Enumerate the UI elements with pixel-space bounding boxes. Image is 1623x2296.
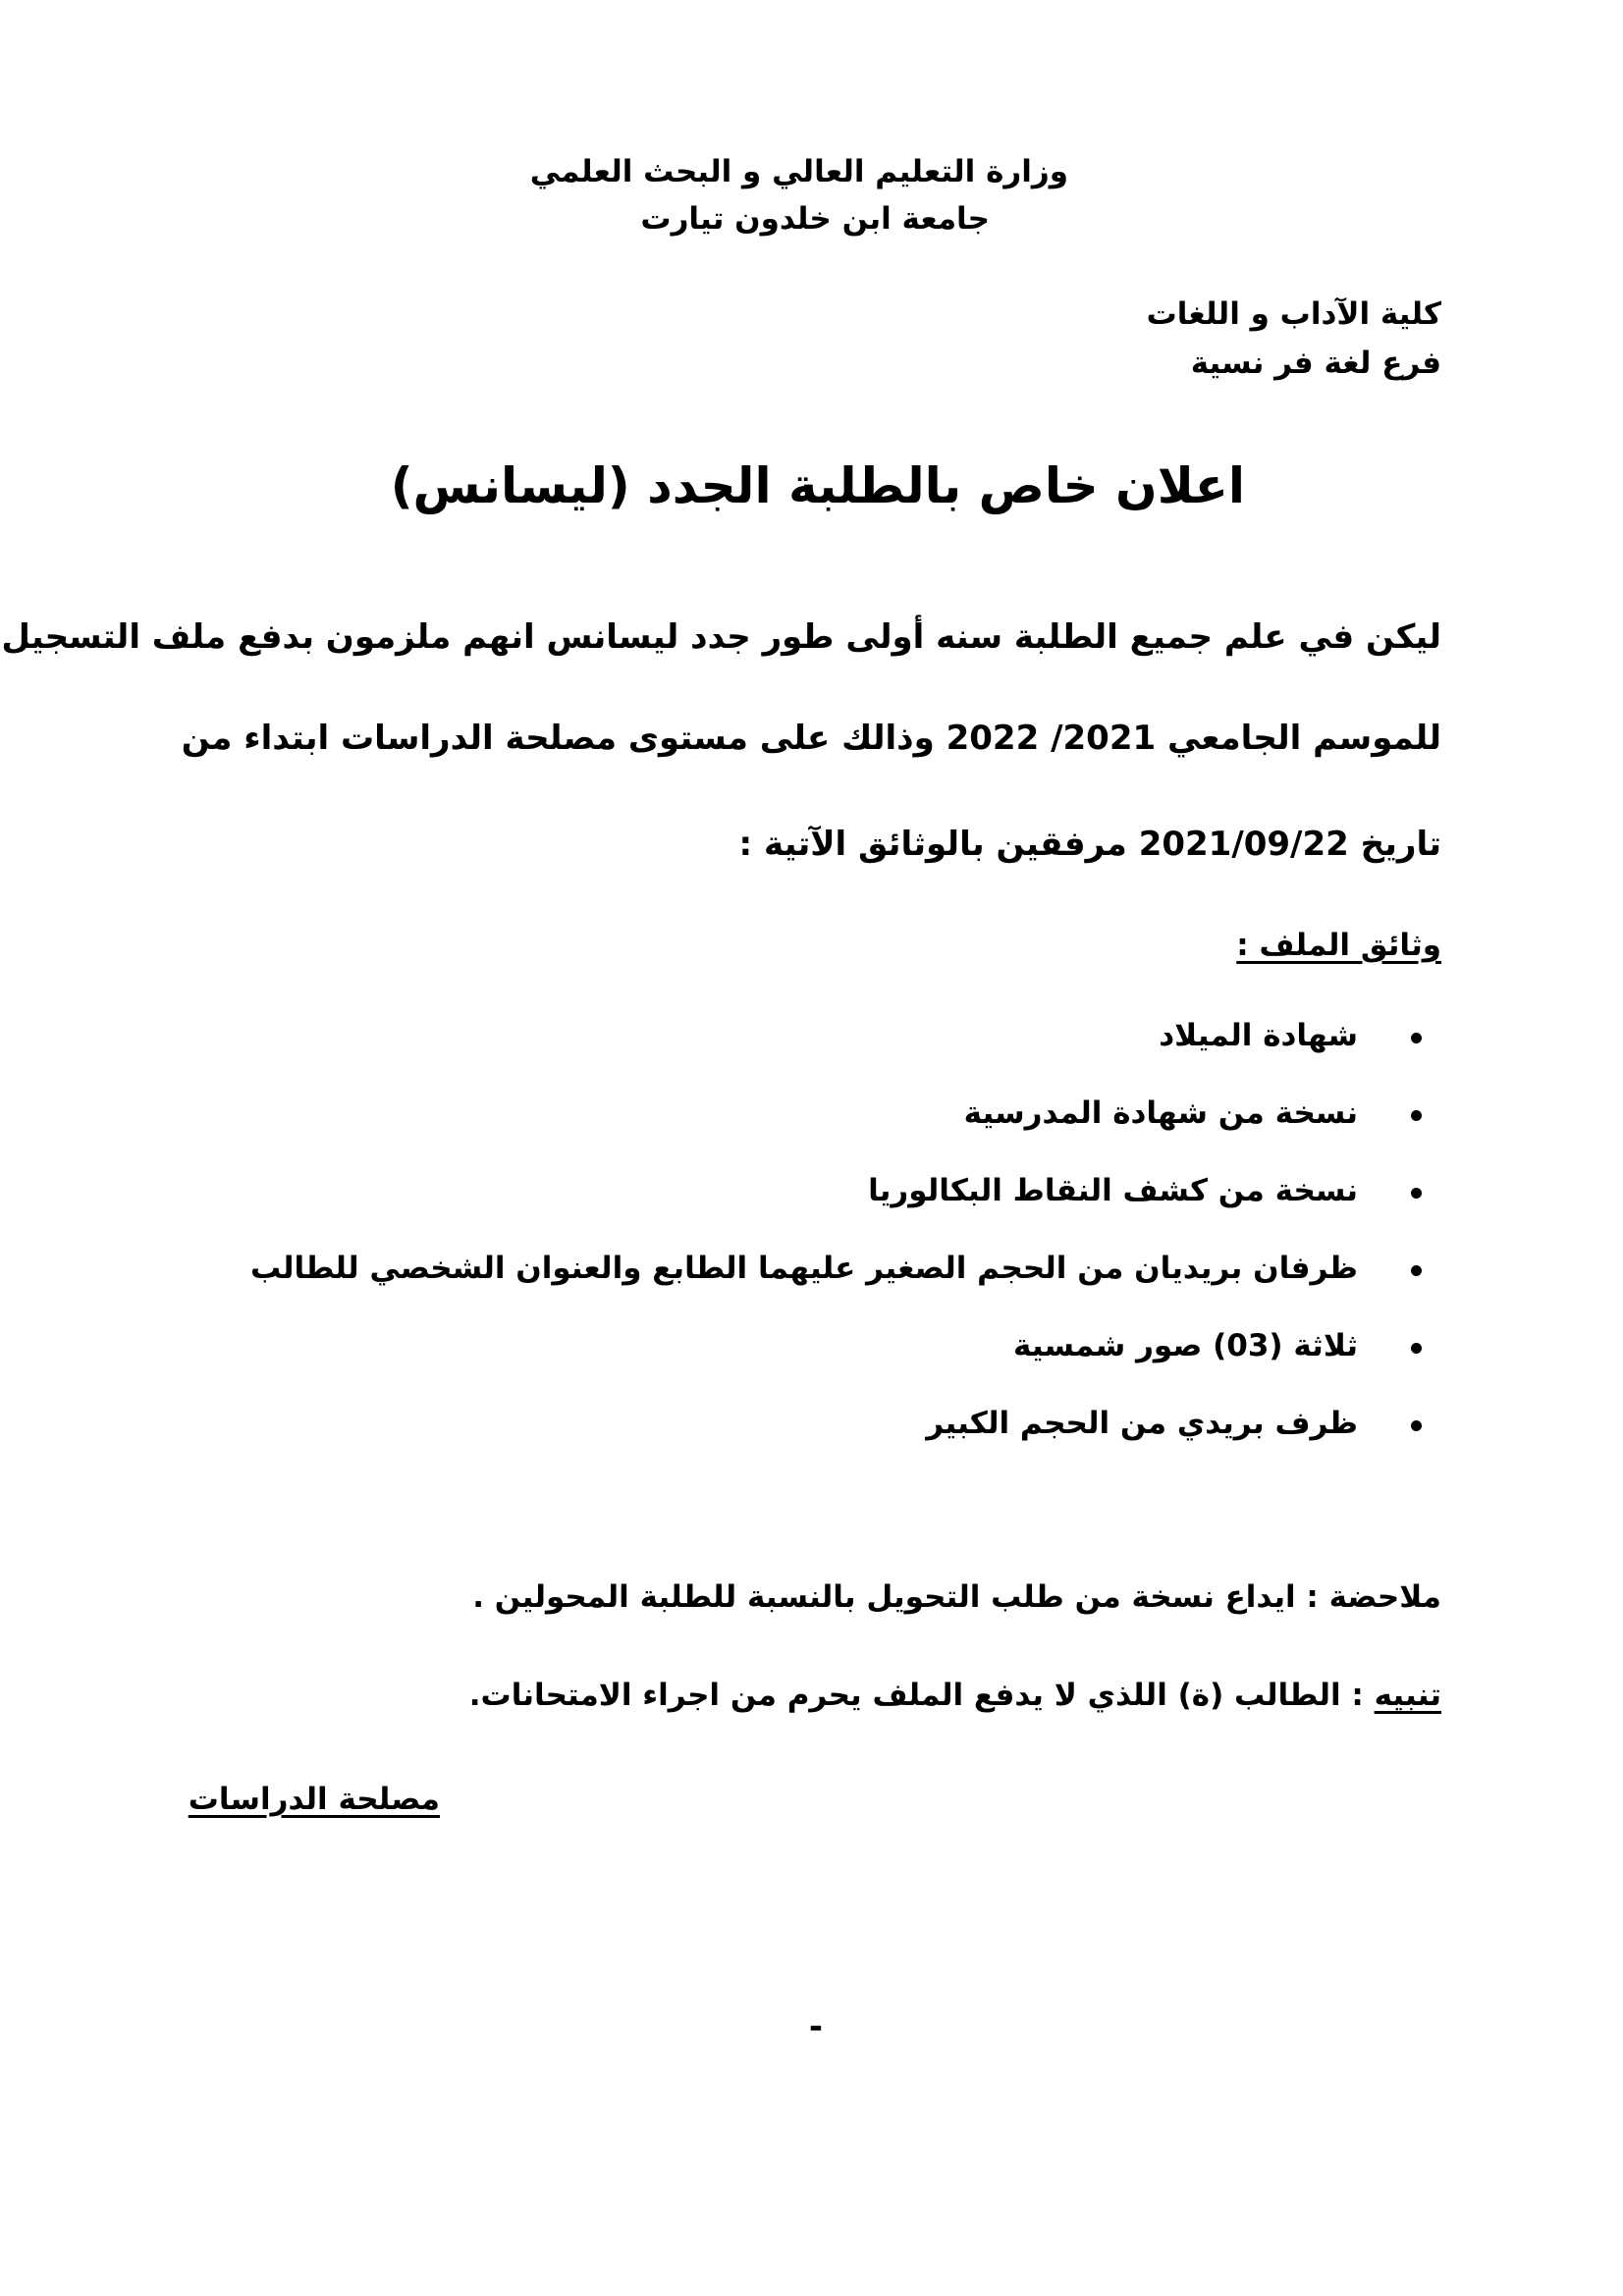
- page-mark: -: [808, 2007, 823, 2047]
- document-item-label: ثلاثة (03) صور شمسية: [1013, 1328, 1358, 1363]
- note-text: ملاحضة : ايداع نسخة من طلب التحويل بالنسبة للطلبة المحولين .: [472, 1579, 1441, 1615]
- university-name: جامعة ابن خلدون تيارت: [640, 201, 990, 237]
- bullet-icon: [1411, 1343, 1422, 1354]
- branch-name: فرع لغة فر نسية: [1190, 346, 1441, 381]
- document-item-label: ظرفان بريديان من الحجم الصغير عليهما الطابع والعنوان الشخصي للطالب: [250, 1251, 1358, 1286]
- list-item: [250, 1251, 1358, 1331]
- announcement-paragraph-line-2: للموسم الجامعي 2021/ 2022 وذالك على مستوى مصلحة الدراسات ابتداء من: [181, 719, 1441, 758]
- document-item-label: نسخة من كشف النقاط البكالوريا: [868, 1173, 1358, 1208]
- list-item: [250, 1406, 1358, 1486]
- documents-list: [250, 1018, 1358, 1486]
- document-item-label: نسخة من شهادة المدرسية: [963, 1095, 1358, 1131]
- document-item-label: شهادة الميلاد: [1159, 1018, 1358, 1053]
- bullet-icon: [1411, 1265, 1422, 1276]
- list-item: [250, 1173, 1358, 1254]
- signature: مصلحة الدراسات: [188, 1782, 440, 1817]
- ministry-name: وزارة التعليم العالي و البحث العلمي: [529, 154, 1068, 189]
- announcement-paragraph-line-1: ليكن في علم جميع الطلبة سنه أولى طور جدد ليسانس انهم ملزمون بدفع ملف التسجيل: [1, 617, 1441, 657]
- bullet-icon: [1411, 1188, 1422, 1199]
- list-item: [250, 1018, 1358, 1098]
- bullet-icon: [1411, 1110, 1422, 1121]
- list-item: [250, 1095, 1358, 1176]
- announcement-title: اعلان خاص بالطلبة الجدد (ليسانس): [390, 457, 1245, 514]
- warning-label: تنبيه: [1374, 1678, 1441, 1713]
- list-item: [250, 1328, 1358, 1409]
- bullet-icon: [1411, 1033, 1422, 1043]
- documents-heading: وثائق الملف :: [1236, 928, 1441, 963]
- faculty-name: كلية الآداب و اللغات: [1146, 296, 1441, 332]
- bullet-icon: [1411, 1420, 1422, 1431]
- warning-text: [468, 1678, 1441, 1713]
- announcement-paragraph-line-3: تاريخ 2021/09/22 مرفقين بالوثائق الآتية :: [738, 825, 1441, 864]
- document-item-label: ظرف بريدي من الحجم الكبير: [926, 1406, 1358, 1441]
- warning-body: : الطالب (ة) اللذي لا يدفع الملف يحرم من اجراء الامتحانات.: [468, 1678, 1375, 1713]
